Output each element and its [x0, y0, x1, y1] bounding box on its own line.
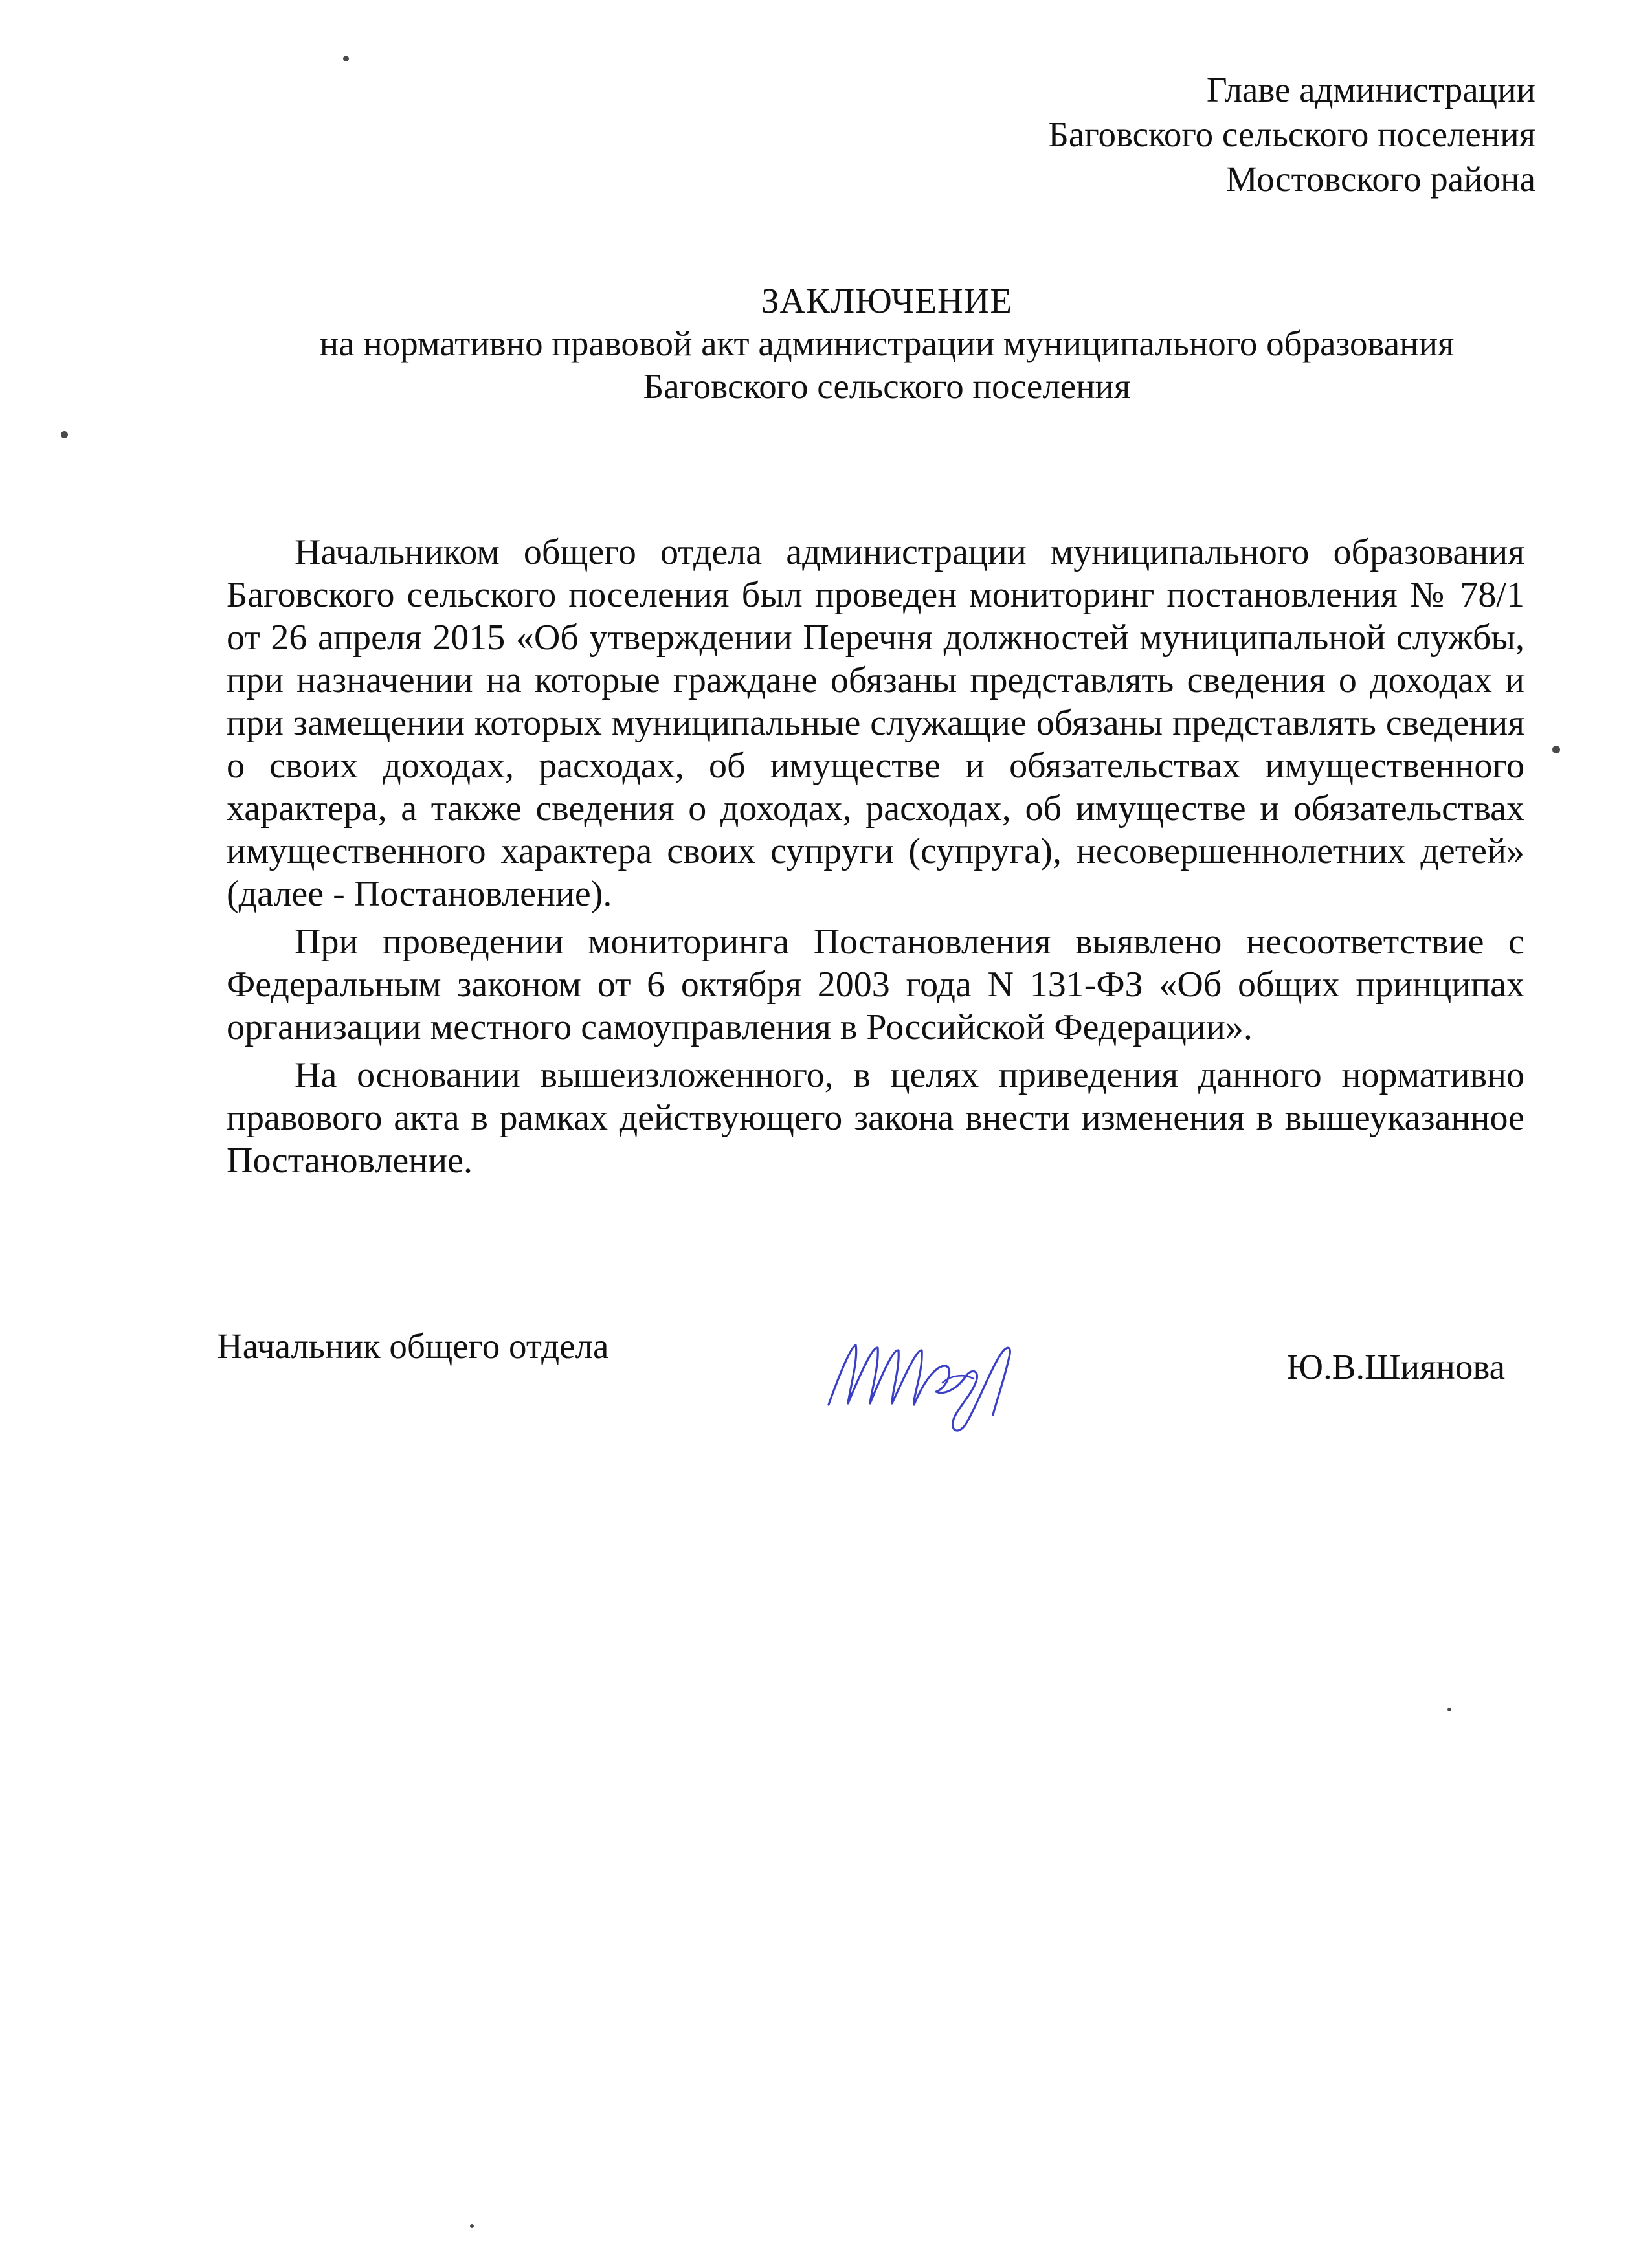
document-subtitle: на нормативно правовой акт администрации муниципального образования	[319, 324, 1455, 363]
body-paragraph: При проведении мониторинга Постановления выявлено несоответствие с Федеральным законом от 6 октября 2003 года N 131-ФЗ «Об общих принципах организации местного самоуправления в Российской Федерации».	[227, 922, 1524, 1047]
document-title: ЗАКЛЮЧЕНИЕ	[761, 281, 1013, 320]
addressee-line: Мостовского района	[1225, 159, 1535, 199]
body-paragraph: На основании вышеизложенного, в целях приведения данного нормативно правового акта в рамках действующего закона внести изменения в вышеуказанное Постановление.	[227, 1055, 1524, 1181]
body-paragraph: Начальником общего отдела администрации муниципального образования Баговского сельского поселения был проведен мониторинг постановления № 78/1 от 26 апреля 2015 «Об утверждении Перечня должностей муниципальной службы, при назначении на которые граждане обязаны представлять сведения о доходах и при замещении которых муниципальные служащие обязаны представлять сведения о своих доходах, расходах, об имуществе и обязательствах имущественного характера, а также сведения о доходах, расходах, об имуществе и обязательствах имущественного характера своих супруги (супруга), несовершеннолетних детей» (далее - Постановление).	[227, 532, 1524, 914]
scan-speck	[1447, 1708, 1451, 1711]
signer-name: Ю.В.Шиянова	[1286, 1347, 1505, 1387]
signature-row	[217, 1321, 1505, 1463]
signer-position: Начальник общего отдела	[217, 1326, 609, 1366]
addressee-line: Главе администрации	[1206, 70, 1535, 109]
document-body	[227, 531, 1524, 1182]
scan-speck	[470, 2224, 474, 2228]
addressee-line: Баговского сельского поселения	[1048, 115, 1535, 154]
document-subtitle: Баговского сельского поселения	[643, 366, 1131, 406]
scan-speck	[1552, 746, 1560, 753]
addressee-block	[888, 67, 1535, 201]
document-title-block	[246, 280, 1528, 408]
scan-speck	[61, 431, 68, 438]
handwritten-signature	[816, 1321, 1049, 1450]
scan-speck	[343, 56, 349, 61]
